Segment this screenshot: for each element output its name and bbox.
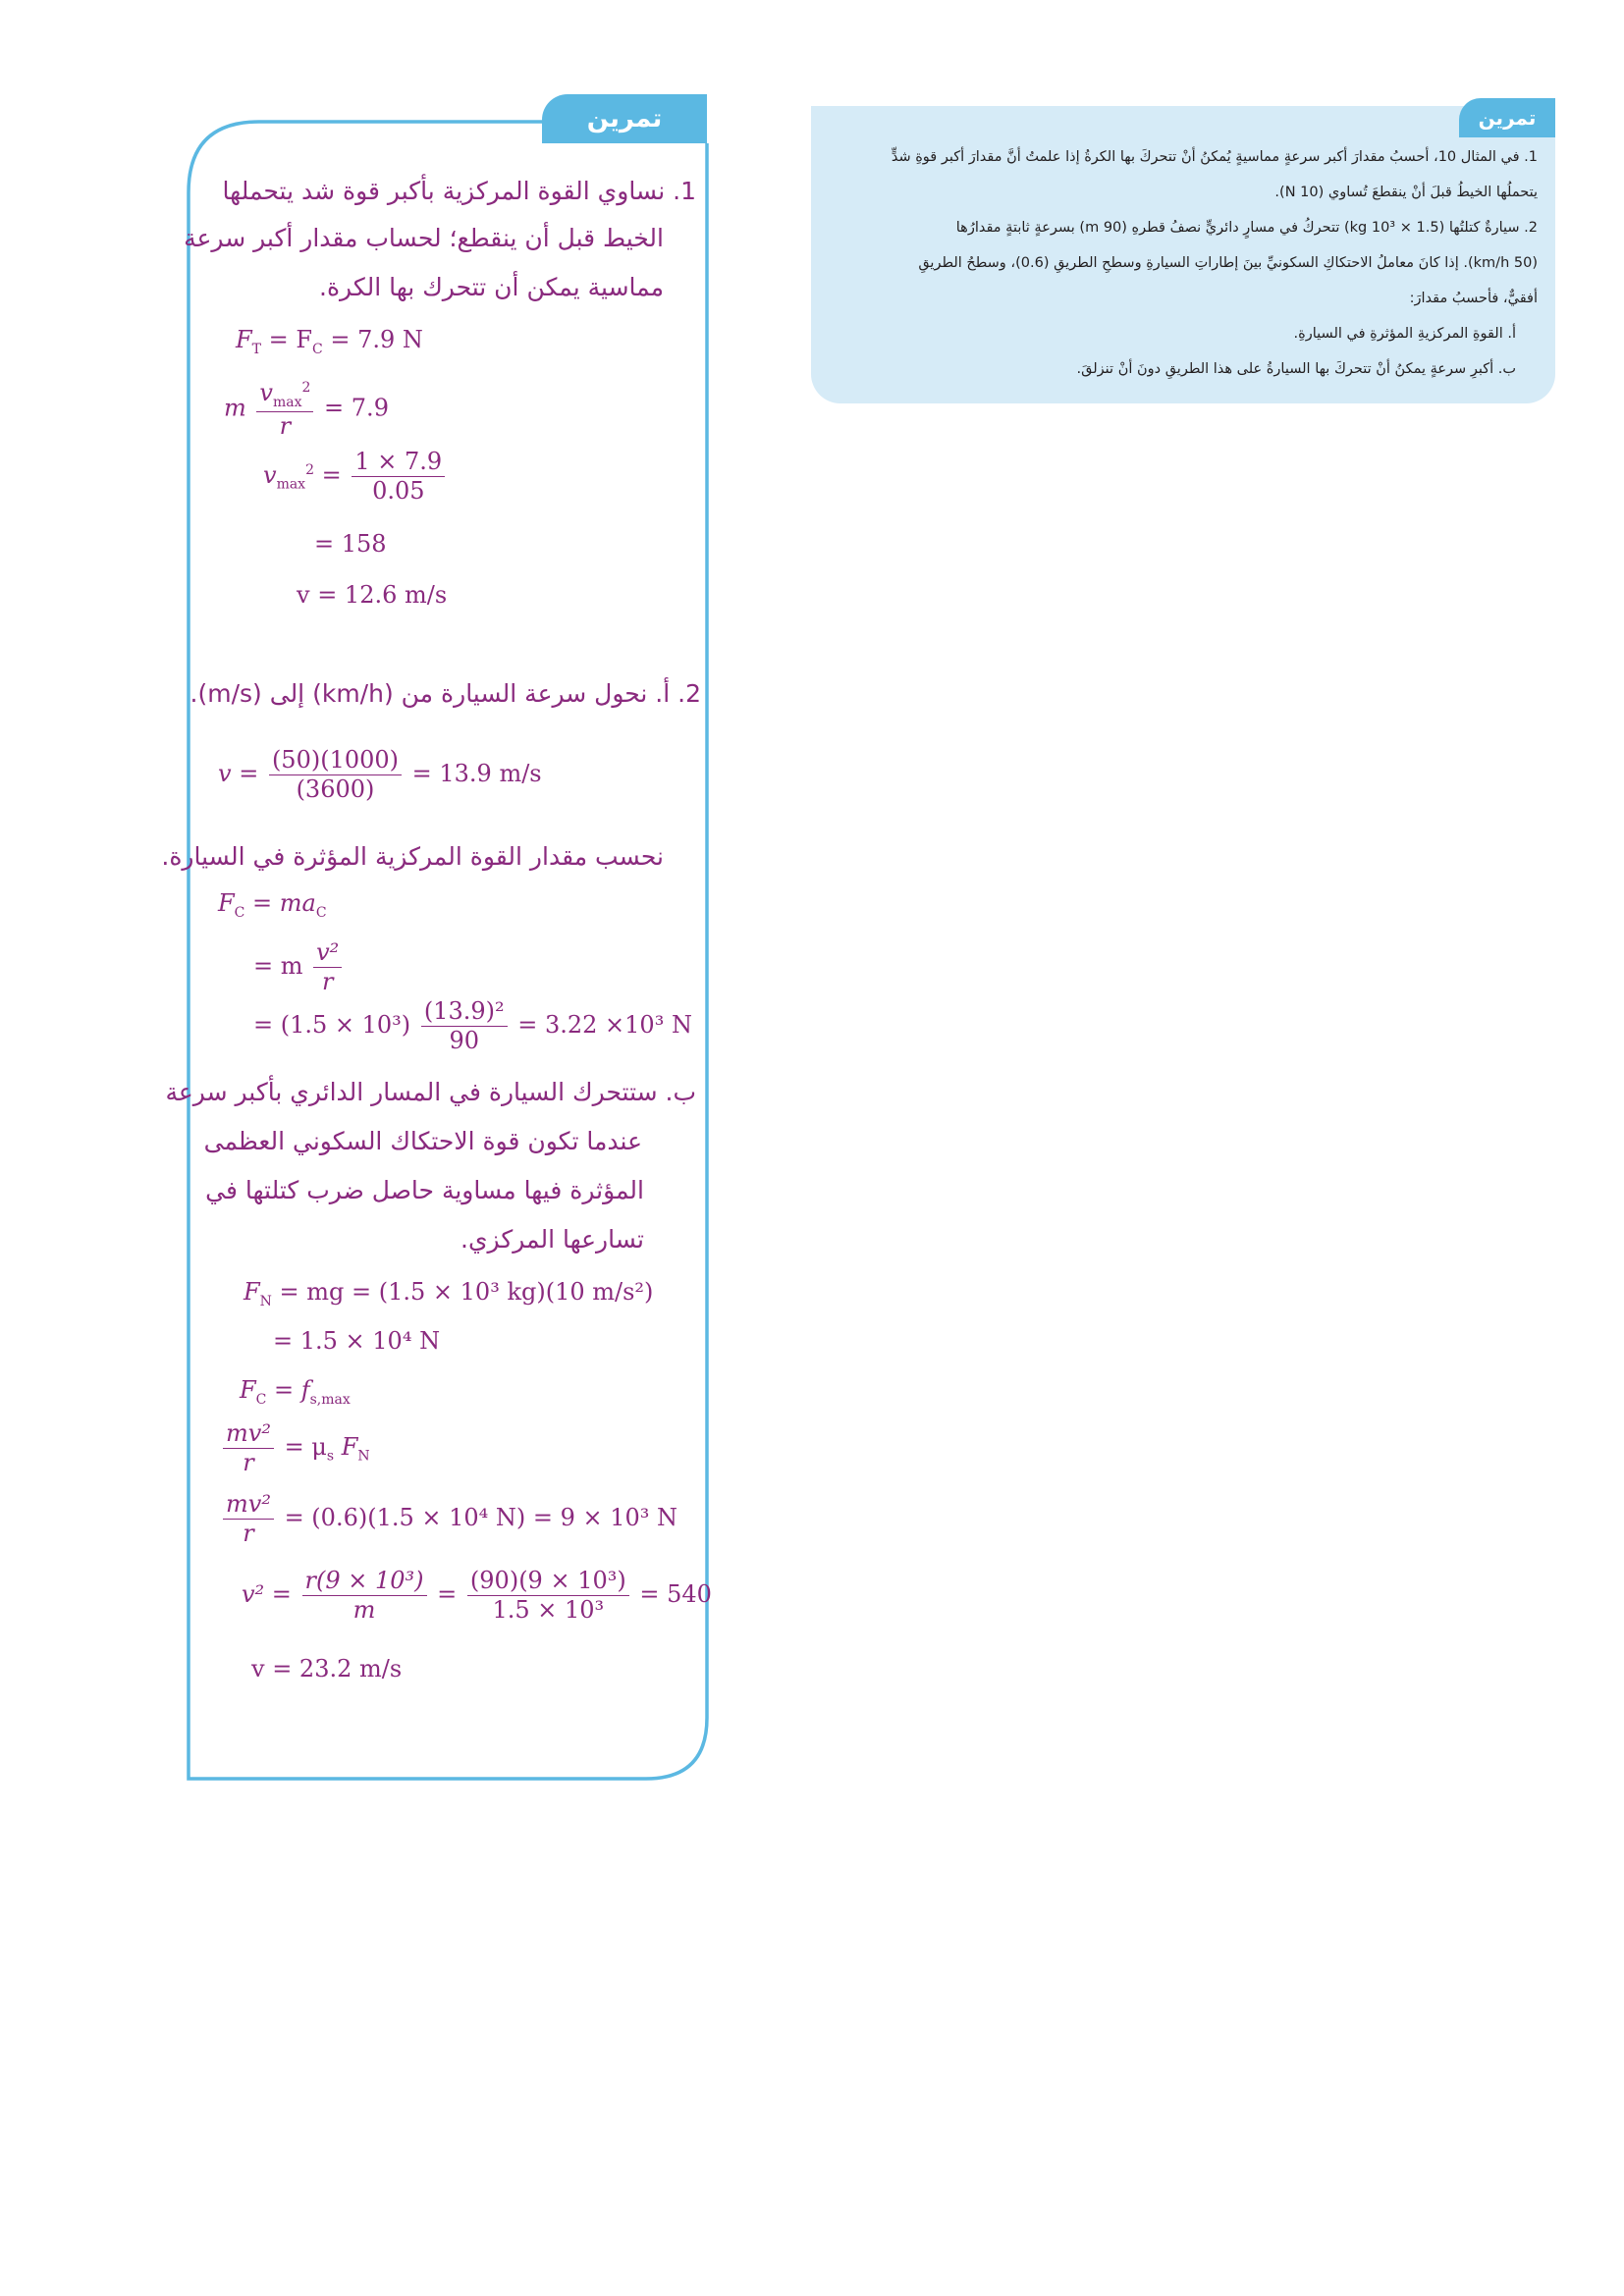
eq-fc-result: = (1.5 × 10³) $\frac{\text{(13.9)²}}{90}$ = 3.22 ×10³ N <box>253 997 692 1054</box>
solution-1-line2: الخيط قبل أن ينقطع؛ لحساب مقدار أكبر سرعة <box>184 224 664 252</box>
exercise-q2-part-a: أ. القوةِ المركزيةِ المؤثرةِ في السيارةِ. <box>1293 326 1516 342</box>
solution-1-line1: 1. نساوي القوة المركزية بأكبر قوة شد يتحملها <box>222 177 696 205</box>
solution-1-line3: مماسية يمكن أن تتحرك بها الكرة. <box>319 273 664 301</box>
eq-tension-equals-centripetal: $F_T = F_C = 7.9$ N <box>236 326 423 357</box>
eq-normal-force: $F_N$ = mg = (1.5 × 10³ kg)(10 m/s²) <box>244 1278 654 1309</box>
exercise-q1-line1: 1. في المثال 10، أحسبُ مقدارَ أكبر سرعةٍ مماسيةٍ يُمكنُ أنْ تتحركَ بها الكرةُ إذا علمتُ أنَّ مقدارَ أكبر قوةِ شدٍّ <box>891 149 1538 165</box>
solution-2b-line4: تسارعها المركزي. <box>460 1225 644 1254</box>
solution-2a-line2: نحسب مقدار القوة المركزية المؤثرة في السيارة. <box>161 842 664 871</box>
eq-v-squared: v² = $\frac{\text{r(9 × 10³)}}{m}$ = $\frac{\text{(90)(9 × 10³)}}{\text{1.5 × 10³}}$ = 540 <box>242 1567 712 1624</box>
exercise-q2-part-b: ب. أكبرِ سرعةٍ يمكنُ أنْ تتحركَ بها السيارةُ على هذا الطريقِ دونَ أنْ تنزلقَ. <box>1076 361 1516 377</box>
solution-2b-line2: عندما تكون قوة الاحتكاك السكوني العظمى <box>203 1127 642 1155</box>
exercise-q2-line2: (50 km/h). إذا كانَ معاملُ الاحتكاكِ السكونيِّ بينَ إطاراتِ السيارةِ وسطحِ الطريقِ (0.6)، وسطحُ الطريقِ <box>918 255 1538 271</box>
exercise-q2-line1: 2. سيارةٌ كتلتُها (1.5 × 10³ kg) تتحركُ في مسارٍ دائريٍّ نصفُ قطرهِ (90 m) بسرعةٍ ثابتةٍ مقدارُها <box>955 220 1538 236</box>
solution-2b-line3: المؤثرة فيها مساوية حاصل ضرب كتلتها في <box>205 1176 644 1204</box>
solution-2b-line1: ب. ستتحرك السيارة في المسار الدائري بأكبر سرعة <box>165 1078 696 1106</box>
answer-tab: تمرين <box>542 94 707 143</box>
eq-v-result-2: v = 23.2 m/s <box>251 1655 403 1682</box>
eq-vmax-squared: $v_{max}^2$ = $\frac{1 \times 7.9}{0.05}$ <box>263 448 448 506</box>
exercise-tab: تمرين <box>1459 98 1555 137</box>
eq-m-v2-over-r: m $\frac{v_{max}^2}{r}$ = 7.9 <box>224 379 389 440</box>
eq-mv2-r-mus-fn: $\frac{\text{mv²}}{r}$ = $\mu_s$ $F_N$ <box>220 1419 370 1477</box>
eq-m-v2-r: = m $\frac{\text{v²}}{r}$ <box>253 938 345 996</box>
eq-fc-fsmax: $F_C = f_{s,max}$ <box>240 1376 351 1408</box>
exercise-q2-line3: أفقيٌّ، فأحسبُ مقدارَ: <box>1409 291 1538 306</box>
eq-speed-conversion: v = $\frac{(50)(1000)}{(3600)}$ = 13.9 m/s <box>218 746 542 803</box>
exercise-q1-line2: يتحملُها الخيطُ قبلَ أنْ ينقطعَ تُساوي (10 N). <box>1274 185 1538 200</box>
eq-v-result-1: v = 12.6 m/s <box>297 581 448 609</box>
solution-2a-line1: 2. أ. نحول سرعة السيارة من (km/h) إلى (m/s). <box>189 679 701 708</box>
eq-normal-force-result: = 1.5 × 10⁴ N <box>273 1327 441 1355</box>
eq-158: = 158 <box>314 530 387 558</box>
eq-mv2-r-value: $\frac{\text{mv²}}{r}$ = (0.6)(1.5 × 10⁴ N) = 9 × 10³ N <box>220 1490 677 1548</box>
eq-fc-ma: $F_C = ma_C$ <box>218 889 327 921</box>
